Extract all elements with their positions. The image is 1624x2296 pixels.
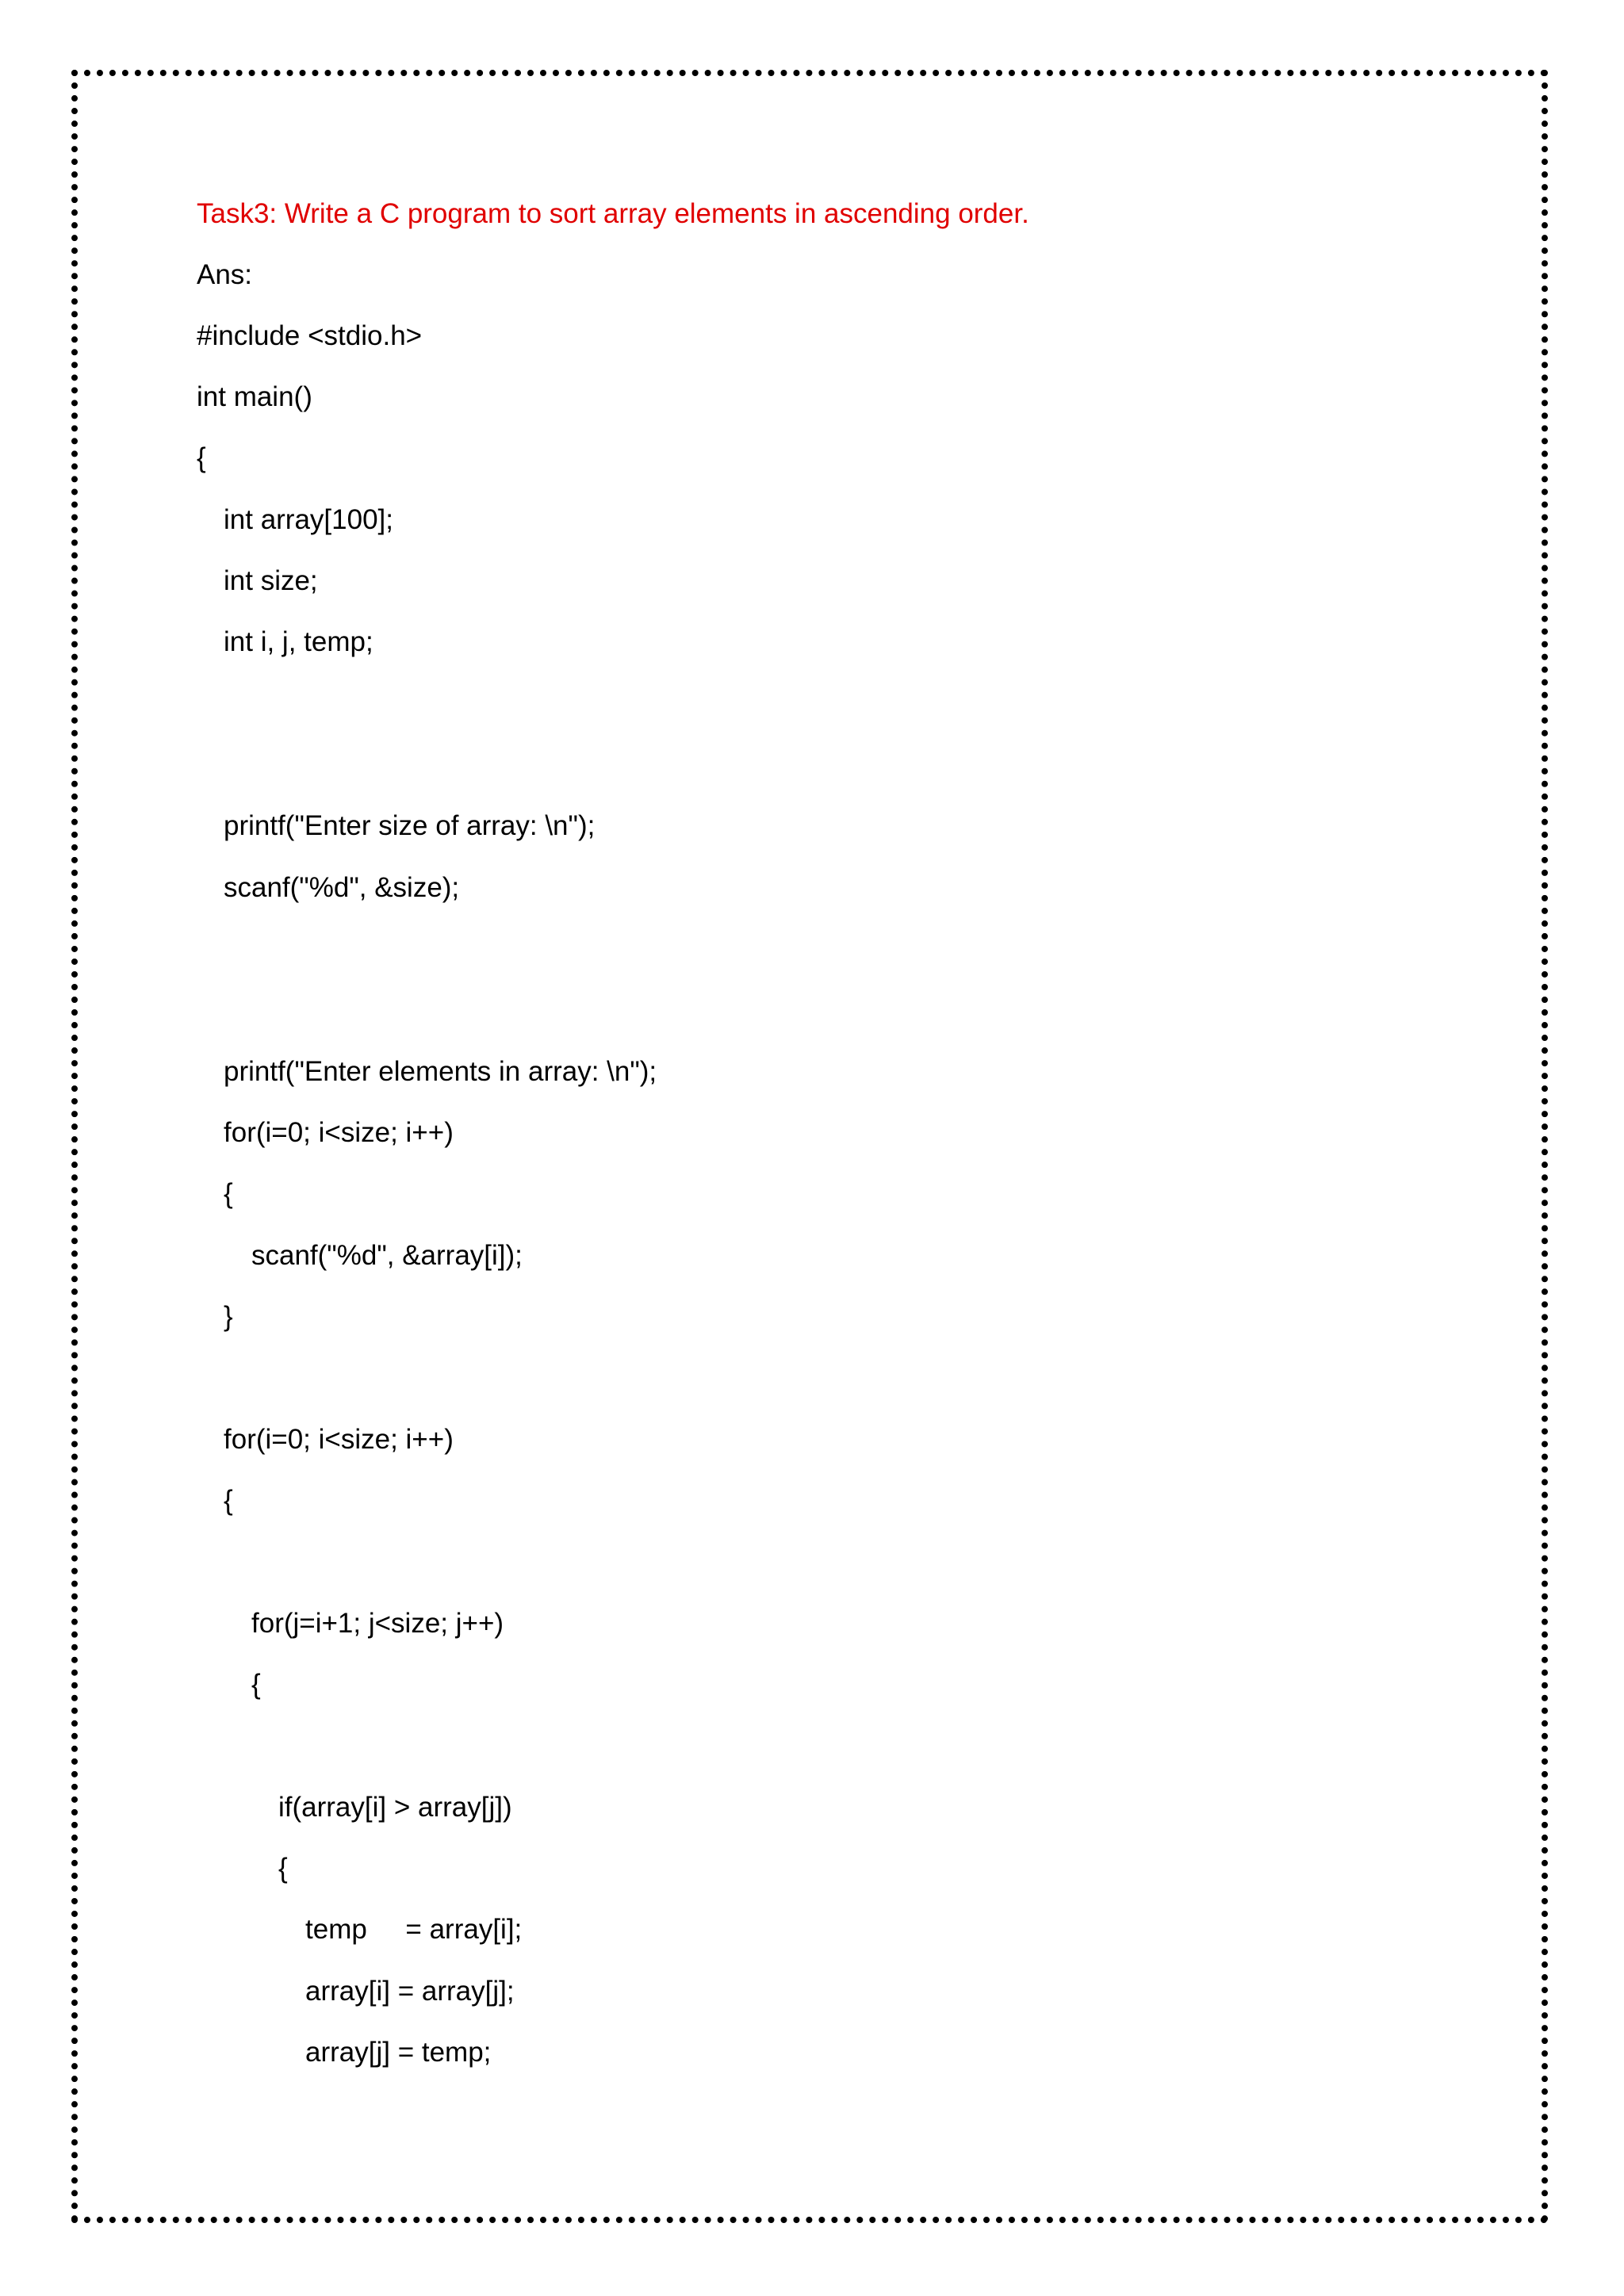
code-line: {: [197, 442, 206, 473]
code-line: array[j] = temp;: [305, 2037, 492, 2068]
code-line: {: [224, 1178, 233, 1209]
code-line: int array[100];: [224, 504, 393, 535]
code-line: scanf("%d", &size);: [224, 872, 460, 903]
code-line: int main(): [197, 381, 312, 412]
code-line: printf("Enter size of array: \n");: [224, 810, 596, 841]
code-line: #include <stdio.h>: [197, 320, 423, 351]
code-line: if(array[i] > array[j]): [278, 1792, 512, 1823]
code-line: for(i=0; i<size; i++): [224, 1117, 454, 1148]
code-line: int size;: [224, 565, 318, 596]
code-line: {: [224, 1485, 233, 1516]
code-line: for(j=i+1; j<size; j++): [251, 1608, 504, 1639]
code-line: int i, j, temp;: [224, 626, 373, 657]
code-line: {: [251, 1669, 261, 1700]
code-line: printf("Enter elements in array: \n");: [224, 1056, 657, 1087]
answer-label: Ans:: [197, 259, 253, 290]
code-line: for(i=0; i<size; i++): [224, 1424, 454, 1455]
code-line: {: [278, 1853, 288, 1884]
code-line: scanf("%d", &array[i]);: [251, 1240, 523, 1271]
code-line: array[i] = array[j];: [305, 1976, 515, 2007]
code-line: temp = array[i];: [305, 1914, 523, 1945]
code-line: }: [224, 1301, 233, 1332]
task-title: Task3: Write a C program to sort array elements in ascending order.: [197, 198, 1029, 229]
